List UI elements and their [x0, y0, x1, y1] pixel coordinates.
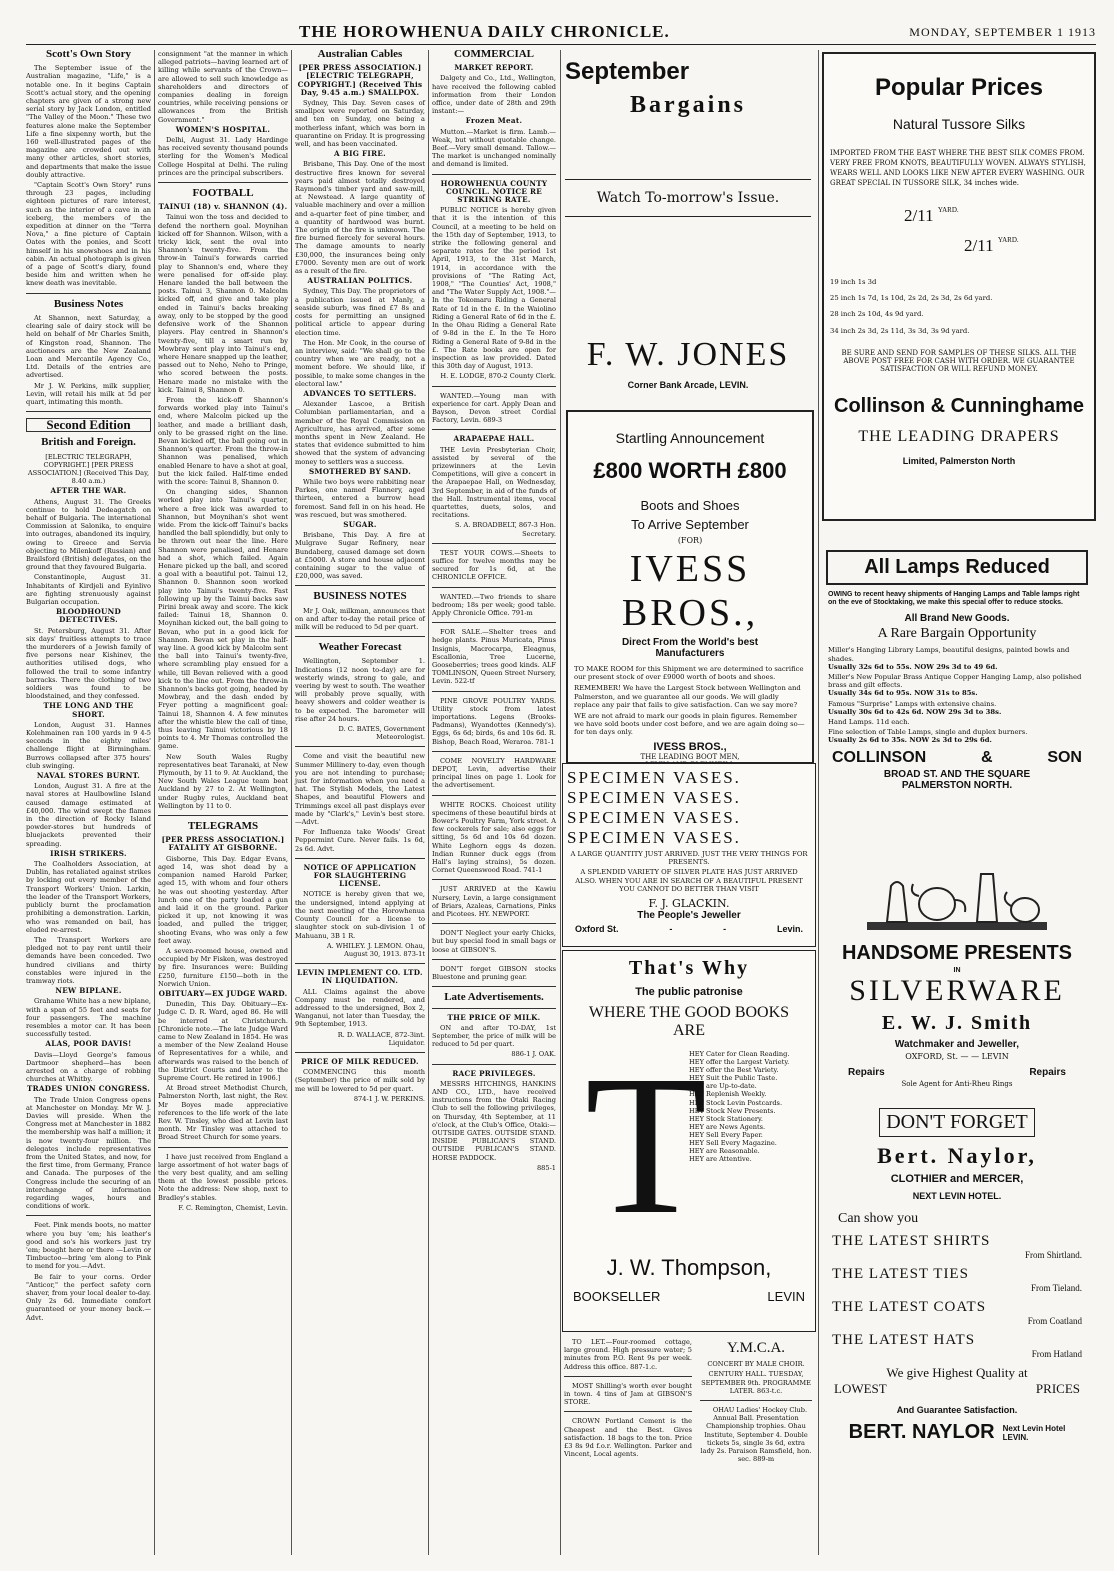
column-3: [295, 50, 425, 1560]
ad-price-row: 19 inch 1s 3d: [830, 278, 877, 286]
article-paragraph: Tainui won the toss and decided to defend the northern goal. Moynihan kicked off for Shannon. Wilson, with a tricky kick, sent the oval into Shannon's twenty-five. From the throw-in Tainui's forwards carried play to Shannon's end, where they were penalised for off-side play. Henare landed the ball between the posts. Tainui 3, Shannon 0. Malcolm kicked off, and give and take play ended in Tainui's backs breaking away, only to be stopped by the good defensive work of the Shannon players. Play centred in Shannon's twenty-five, till a smart run by Mowbray sent play into Tainui's end, where Henare snapped up the leather, passed out to Neho, Neho to Pringe, who scored between the posts. Henare made no mistake with the kick. Tainui 8, Shannon 0.: [158, 213, 288, 394]
small-notices-right: [700, 1338, 812, 1548]
classified-ad: CROWN Portland Cement is the Cheapest and the Best. Gives satisfaction. 18 bags to the ton. Price £3 8s 9d f.o.r. Wellington. Parker and Vincent, Local agents.: [564, 1417, 692, 1459]
classified-ad: WANTED.—Young man with experience for cart. Apply Dean and Bayson, Devon street Cordial Factory, Levin. 689-3: [432, 391, 556, 425]
article-paragraph: The September issue of the Australian magazine, "Life," is a notable one. In it begins Captain Scott's actual story, and the opening chapters are given of a strong new serial story by Jack London, entitled "The Valley of the Moon." These two features alone make the September Life a fine sixpenny worth, but the 160 well-illustrated pages of the magazine are crowded out with many other articles, short stories, and departments that make the issue doubly attractive.: [26, 64, 151, 179]
headline-business-notes: BUSINESS NOTES: [313, 590, 407, 603]
article-paragraph: Alexander Lascoe, a British Columbian parliamentarian, and a member of the Royal Commission on Agriculture, has arrived, after some months spent in New Zealand. He states that evidence submitted to him showed that the system of advancing money to settlers was a success.: [295, 400, 425, 466]
ad-repairs-line: Repairs Repairs: [848, 1067, 1066, 1078]
subhead: LEVIN IMPLEMENT CO. LTD. IN LIQUIDATION.: [297, 968, 423, 986]
headline-scotts-story: Scott's Own Story: [46, 48, 131, 60]
ad-item: Hand Lamps. 11d each.: [828, 718, 910, 727]
article-paragraph: On changing sides, Shannon worked play into Tainui's quarter, where a free kick was awarded to Shannon, but Moynihan's shot went wide. From the kick-off Tainui's backs handled the ball splendidly, but only to be thrown out near the line. Here Shannon were penalised, and Henare had a shot, which failed. Again Henare picked up the ball, and scored a goal with a beautiful pot. Tainui 12, Shannon 0. Shannon soon worked play into Tainui's twenty-five. Fast following up by the Tainui backs saw Pirini break away and score. The kick failed: Tainui 18, Shannon 0. Moynihan kicked out, the ball going to Bevan, who put in a good kick for Shannon. Bevan set play in the half-way line. A good kick by Malcolm sent the ball into Tainui's twenty-five, where scrambling play ensued for a while, till Bevan relieved with a good kick to the line out. From the throw-in Shannon's backs got going, headed by Mowbray, and the dash ended by Fryer potting a magnificent goal: Tainui 18, Shannon 4. A few minutes after the whistle blew the call of time, thus leaving Tainui victorious by 18 points to 4. Mr Thomas controlled the game.: [158, 488, 288, 751]
ad-item-price: Usually 2s 6d to 35s. NOW 2s 3d to 29s 6d.: [828, 736, 992, 745]
article-paragraph: St. Petersburg, August 31. After six days' fruitless attempts to trace the murderers of a Jewish family of five persons near Kishinev, the authorities utilised dogs, who followed the trail to some infantry barracks. There the clothing of two soldiers was found to be bloodstained, and they confessed.: [26, 626, 151, 701]
ad-list-item: HEY Stock Levin Postcards.: [689, 1098, 783, 1107]
classified-ad: PINE GROVE POULTRY YARDS. Utility stock from latest importations. Legens (Brooks-Padmans), Wyandottes (Kennedy's). Eggs, 6s 6d; birds, 6s and 10s 6d. R. Bishop, Beach Road, Weraroa. 781-1: [432, 696, 556, 746]
ad-item-price: Usually 32s 6d to 55s. NOW 29s 3d to 49 6d.: [828, 662, 998, 671]
subhead: NEW BIPLANE.: [55, 986, 122, 996]
ad-line: The People's Jeweller: [637, 910, 741, 922]
subhead: ADVANCES TO SETTLERS.: [303, 388, 417, 398]
subhead: Frozen Meat.: [465, 116, 523, 126]
article-paragraph: Sydney, This Day. The proprietors of a publication issued at Manly, a seaside suburb, was fined £7 8s and costs for permitting an unsigned political article to appear during election time.: [295, 287, 425, 337]
subhead: AUSTRALIAN POLITICS.: [307, 276, 413, 286]
ad-brand: IVESS BROS.,: [621, 548, 759, 634]
ad-paragraph: BE SURE AND SEND FOR SAMPLES OF THESE SILKS. ALL THE ABOVE POST FREE FOR CASH WITH ORDER. WE GUARANTEE SATISFACTION OR WILL REFUND MONEY.: [841, 348, 1077, 374]
ad-line: THE LEADING DRAPERS: [858, 428, 1060, 446]
article-paragraph: London, August 31. Hannes Kolehmainen ran 100 yards in 9 4-5 seconds in the eighty miles' challenge flight at Birmingham. Burrows collapsed after 375 hours' club swinging.: [26, 720, 151, 770]
ad-list-item: HEY Replenish Weekly.: [689, 1090, 767, 1099]
ad-list-item: HEY Sell Every Paper.: [689, 1130, 763, 1139]
article-paragraph: The Hon. Mr Cook, in the course of an interview, said: "We shall go to the country when we are ready, not a moment before. We should like, if possible, to make some changes in the electoral law.": [295, 338, 425, 388]
signature: R. D. WALLACE, 872-3int. Liquidator.: [337, 1030, 425, 1047]
column-rule: [560, 50, 561, 1555]
article-paragraph: Gisborne, This Day. Edgar Evans, aged 14, was shot dead by a companion named Harold Parker, aged 15, with whom and four others he was out shooting yesterday. After lunch one of the party loaded a gun and laid it on the ground. Parker picked it up, not knowing it was loaded, and pulled the trigger, shooting Evans, who was only a few feet away.: [158, 854, 288, 945]
column-rule: [428, 50, 429, 1555]
ymca-title: Y.M.C.A.: [726, 1340, 786, 1356]
silverware-illustration: [857, 856, 1057, 936]
ad-line: SPECIMEN VASES.: [567, 788, 741, 807]
newspaper-title: THE HOROWHENUA DAILY CHRONICLE.: [299, 22, 670, 41]
subhead: THE PRICE OF MILK.: [447, 1012, 541, 1022]
ad-list-item: THE LATEST HATS: [832, 1332, 976, 1348]
subhead: RACE PRIVILEGES.: [452, 1068, 536, 1078]
classified-ad: MOST Shilling's worth ever bought in town. 4 tins of Jam at GIBSON'S STORE.: [564, 1381, 692, 1407]
ad-line: To Arrive September: [631, 517, 749, 532]
article-paragraph: Dunedin, This Day. Obituary—Ex-Judge C. D. R. Ward, aged 86. He will be interred at Christchurch. [Chronicle note.—The late Judge Ward came to New Zealand in 1854. He was a member of the New Zealand House of Representatives for a while, and afterwards was raised to the bench of the District Courts and later to the Supreme Court. He retired in 1906.]: [158, 1000, 288, 1082]
ad-line: LOWEST PRICES: [834, 1381, 1080, 1396]
headline-weather-forecast: Weather Forecast: [318, 641, 402, 654]
advertisement-notice: PUBLIC NOTICE is hereby given that it is the intention of this Council, at a meeting to be held on the 15th day of September, 1913, to strike the following general and separate rates for the period 1st April, 1913, to the 31st March, 1914, in accordance with the provisions of "The Rating Act, 1908," "The Counties' Act, 1908," and "The Water Supply Act, 1908."— In the Tokomaru Riding a General Rate of 1d in the £. In the Waiolino Riding a General Rate of 6d in the £. In the Ohau Riding a General Rate of 9-8d in the £. In the Te Horo Riding a General Rate of 9-8d in the £. The Rate books are open for inspection as law provided. Dated this 30th day of August, 1913.: [432, 206, 556, 371]
ad-brand: E. W. J. Smith: [881, 1012, 1033, 1034]
ad-address: Oxford St. - - Levin.: [575, 924, 803, 935]
classified-ad: JUST ARRIVED at the Kawiu Nursery, Levin, a large consignment of Briars, Azaleas, Carnations, Pinks and Picotees. HY. NEWPORT.: [432, 885, 556, 919]
ad-list-item: HEY are Reasonable.: [689, 1147, 760, 1156]
article-paragraph: A seven-roomed house, owned and occupied by Mr Fisken, was destroyed by fire. Insurances were: Building £250, furniture £150—both in the Norwich Union.: [158, 946, 288, 988]
article-paragraph: The Trade Union Congress opens at Manchester on Monday. Mr W. J. Davies will preside. When the Congress met at Manchester in 1882 the membership was half a million; it is now twenty-four million. The delegates include representatives from the United States, and now, for the first time, from Germany, France and Canada. The purposes of the Congress include the securing of an interchange of information regarding wages, hours and conditions of work.: [26, 1095, 151, 1211]
ad-paragraph: OWING to recent heavy shipments of Hanging Lamps and Table lamps right on the eve of Stocktaking, we make this special offer to reduce stocks.: [828, 591, 1080, 607]
ad-headline: SILVERWARE: [849, 974, 1065, 1007]
article-paragraph: Sydney, This Day. Seven cases of smallpox were reported on Saturday, and ten on Sunday, one being a motherless infant, which was born in quarantine on Friday. It is progressing well, and has been vaccinated.: [295, 99, 425, 149]
ad-paragraph: REMEMBER! We have the Largest Stock between Wellington and Palmerston, and we guarantee all our goods. We will gladly replace any pair that fails to give satisfaction. Can we say more?: [574, 684, 801, 709]
subhead: AFTER THE WAR.: [50, 486, 127, 496]
article-paragraph: Constantinople, August 31. Inhabitants of Kirdjeli and Eyinlivo are fighting strenuously against Bulgarian occupation.: [26, 573, 151, 606]
advertisement-notice: Be fair to your corns. Order "Anticor," the perfect safety corn shaver, from your local dealer to-day. Only 2s 6d. Immediate comfort guaranteed or your money back.—Advt.: [26, 1272, 151, 1322]
ad-list-item: HEY Suit the Public Taste.: [689, 1074, 778, 1083]
ad-paragraph: A LARGE QUANTITY JUST ARRIVED. JUST THE VERY THINGS FOR PRESENTS.: [570, 850, 808, 867]
classified-ad: MESSRS HITCHINGS, HANKINS AND CO., LTD., have received instructions from the Otaki Racing Club to sell the following privileges, on Thursday, 4th September, at 11 o'clock, at the Club's Office, Otaki:— OUTSIDE GATES. OUTSIDE STAND. INSIDE PUBLICAN'S STAND. OUTSIDE PUBLICAN'S STAND. HORSE PADDOCK.: [432, 1079, 556, 1162]
ad-title: All Lamps Reduced: [826, 550, 1088, 585]
ad-line: NEXT LEVIN HOTEL.: [912, 1191, 1002, 1201]
headline-football: FOOTBALL: [192, 187, 254, 200]
ad-headline: £800 WORTH £800: [593, 458, 787, 483]
article-paragraph: Davis—Lloyd George's famous Dartmoor shepherd—has been arrested on a charge of robbing churches at Whitby.: [26, 1050, 151, 1084]
article-paragraph: Dalgety and Co., Ltd., Wellington, have received the following cabled information from their London office, under date of 28th and 29th instant:—: [432, 74, 556, 116]
classified-ad: WANTED.—Two friends to share bedroom; 18s per week; good table. Apply Chronicle Office. 791-m: [432, 592, 556, 617]
article-paragraph: "Captain Scott's Own Story" runs through 23 pages, including eighteen pictures of rare interest, such as the interior of a cave in an iceberg, the members of the expedition at dinner on the "Terra Nova," a fine picture of Captain Oates with the ponies, and Scott himself in his snowshoes and in his cabin. An actual photograph is given of a page of Scott's diary, found beside him and written when he knew death was inevitable.: [26, 181, 151, 288]
ad-brand: Collinson & Cunninghame: [834, 395, 1084, 418]
classified-ad: CONCERT BY MALE CHOIR.: [707, 1360, 805, 1369]
ad-item: Miller's New Popular Brass Antique Copper Hanging Lamp, also polished brass and gilt effects.: [828, 673, 1082, 690]
subhead: THE LONG AND THE SHORT.: [43, 701, 134, 719]
ad-line: ARE: [673, 1022, 705, 1039]
article-paragraph: New South Wales Rugby representatives beat Taranaki, at New Plymouth, by 11 to 9. At Auckland, the New South Wales League team beat Auckland by 27 to 2. At Wellington, under Rugby rules, Auckland beat Wellington by 11 to 0.: [158, 752, 288, 810]
article-paragraph: Grahame White has a new biplane, with a span of 55 feet and seats for four passengers. The machine resembles a motor car. It has been successfully tested.: [26, 997, 151, 1039]
ad-paragraph: WE are not afraid to mark our goods in plain figures. Remember we have sold boots under cost before, and we are again doing so—for ten days only.: [574, 712, 805, 737]
article-paragraph: Athens, August 31. The Greeks continue to hold Dedeagatch on behalf of Bulgaria. The international Commission at Salonika, to enquire into outrages, abandoned its inquiry, owing to Greece and Servia objecting to Milenkoff (Russian) and Brailsford (British) delegates, on the ground that they favoured Bulgaria.: [26, 497, 151, 572]
ad-item: Fine selection of Table Lamps, single and duplex burners.: [828, 728, 1028, 737]
ad-address: Corner Bank Arcade, LEVIN.: [627, 380, 749, 390]
ad-list-item: HEY are Attentive.: [689, 1155, 752, 1164]
subhead: TAINUI (18) v. SHANNON (4).: [158, 202, 288, 212]
article-paragraph: Delhi, August 31. Lady Hardinge has received seventy thousand pounds sterling for the Women's Medical College Hospital at Delhi. The ruling princes are the principal subscribers.: [158, 136, 288, 177]
ad-list-item-origin: From Tieland.: [1030, 1283, 1082, 1293]
ad-brand: COLLINSON & SON: [832, 748, 1082, 766]
subhead: A BIG FIRE.: [334, 149, 386, 159]
ad-item: Famous "Surprise" Lamps with extensive chains.: [828, 699, 997, 708]
ad-list-block: [563, 1035, 815, 1256]
signature: D. C. BATES, Government Meteorologist.: [338, 725, 425, 742]
article-paragraph: Mutton.—Market is firm. Lamb.—Weak, but without quotable change. Beef.—Very small demand. Tallow.—The market is unchanged nominally and demand is limited.: [432, 127, 556, 169]
advertisement-notice: I have just received from England a large assortment of hot water bags of the very best quality, and am selling them at the lowest possible prices. Note the address: New shop, next to Bradley's stables.: [158, 1152, 288, 1202]
ad-line: IN: [953, 967, 961, 974]
headline-australian-cables: Australian Cables: [317, 48, 403, 60]
subhead: MARKET REPORT.: [454, 63, 534, 73]
advertisement-notice: NOTICE is hereby given that we, the undersigned, intend applying at the next meeting of the Horowhenua County Council for a license to slaughter stock on sub-division 1 of Mahuanu, 3B 1 R.: [295, 890, 425, 940]
ad-list-item: THE LATEST SHIRTS: [832, 1233, 991, 1249]
ad-price: 2/11 $^{YARD.}$: [964, 236, 1019, 255]
ad-paragraph: IMPORTED FROM THE EAST WHERE THE BEST SILK COMES FROM. VERY FREE FROM KNOTS, BEAUTIFULLY WOVEN. ALWAYS STYLISH, WEARS WELL AND LOOKS LIKE NEW AFTER EVERY WASHING. OUR GREAT SPECIAL IN TUSSORE SILK, 34 inches wide.: [830, 149, 1086, 187]
ad-price-row: 28 inch 2s 10d, 4s 9d yard.: [830, 310, 924, 319]
column-rule: [154, 50, 155, 1555]
ad-paragraph: A SPLENDID VARIETY OF SILVER PLATE HAS JUST ARRIVED ALSO. WHEN YOU ARE IN SEARCH OF A BEAUTIFUL PRESENT YOU CANNOT DO BETTER THAN VISIT: [575, 868, 803, 893]
ad-title: Startling Announcement: [615, 430, 765, 446]
ad-item-price: Usually 34s 6d to 95s. NOW 31s to 85s.: [828, 689, 978, 698]
classified-ad: ON and after TO-DAY, 1st September, the price of milk will be reduced to 5d per quart.: [432, 1023, 556, 1049]
advertisement-notice: ALL Claims against the above Company must be rendered, and addressed to the undersigned, Box 2, Wanganui, not later than Tuesday, the 9th September, 1913.: [295, 987, 425, 1029]
ad-brand-small: IVESS BROS.,: [653, 740, 727, 753]
signature: F. C. Remington, Chemist, Levin.: [178, 1203, 288, 1212]
subhead: HOROWHENUA COUNTY COUNCIL. NOTICE RE STRIKING RATE.: [440, 178, 548, 205]
ad-list-item-origin: From Shirtland.: [1024, 1250, 1082, 1260]
ad-list-item: HEY offer the Best Variety.: [689, 1066, 779, 1075]
signature: 874-1 J. W. PERKINS.: [353, 1094, 425, 1103]
glackin-jeweller-ad: [562, 763, 816, 947]
september-bargains-ad: [565, 52, 811, 242]
big-letter: T: [585, 1035, 708, 1256]
issue-date: MONDAY, SEPTEMBER 1 1913: [909, 25, 1096, 39]
subhead: SMOTHERED BY SAND.: [308, 466, 411, 476]
classified-ad: DON'T Neglect your early Chicks, but buy special food in small bags or loose at GIBSON'S.: [432, 929, 556, 954]
ad-trade-line: BOOKSELLER LEVIN: [573, 1289, 805, 1304]
column-rule: [818, 50, 819, 1555]
advertisement-notice: Feet. Pink mends boots, no matter where you buy 'em; his leather's good and so's his workers just try 'em; bought here or there —Levin or Timbuctoo—bring 'em along to Pink to mend for you.—Advt.: [26, 1221, 151, 1271]
article-paragraph: At Shannon, next Saturday, a clearing sale of dairy stock will be held on behalf of Mr Charles Smith, of Kingston road, Shannon. The auctioneers are the New Zealand Loan and Mercantile Agency Co., Ltd. Details of the entries are advertised.: [26, 313, 151, 380]
ad-paragraph: TO MAKE ROOM for this Shipment we are determined to sacrifice our present stock of over £9000 worth of boots and shoes.: [574, 665, 804, 682]
subhead: NAVAL STORES BURNT.: [36, 771, 141, 781]
article-paragraph: While two boys were rabbiting near Parkes, one named Flannery, aged thirteen, entered a burrow head foremost. Sand fell in on his head. He was rescued, but was smothered.: [295, 477, 425, 519]
ad-title: F. W. JONES: [586, 336, 790, 373]
column-4: [432, 50, 556, 1560]
classified-ad: TEST YOUR COWS.—Sheets to suffice for twelve months may be secured for 1s 6d, at the CHRONICLE OFFICE.: [432, 548, 556, 582]
classified-ad: THE Levin Presbyterian Choir, assisted by several of the prizewinners at the Levin Competitions, will give a concert in the Arapaepae Hall, on Wednesday, 3rd September, in aid of the funds of the Hall. Instrumental items, vocal quartettes, duets, solos, and recitations.: [432, 445, 556, 520]
article-paragraph: At Broad street Methodist Church, Palmerston North, last night, the Rev. Mr Boyes made appreciative references to the life work of the late Rev. W. Tinsley, who died at Levin last month. Mr Tinsley was attached to Broad Street Church for some years.: [158, 1084, 288, 1142]
headline-second-edition: Second Edition: [26, 418, 151, 432]
ad-item: Miller's Hanging Library Lamps, beautiful designs, painted bowls and shades.: [828, 646, 1070, 663]
signature: A. WHILEY. J. LEMON. Ohau, August 30, 1913. 873-1t: [326, 941, 425, 958]
ad-brand: Bert. Naylor,: [877, 1143, 1037, 1168]
ad-line: CLOTHIER and MERCER,: [890, 1173, 1024, 1185]
article-paragraph: From the kick-off Shannon's forwards worked play into Tainui's end, where Malcolm picked up the leather, and made a brilliant dash, only to be grassed right on the line. Bevan kicked off, the ball going out in Shannon's quarter. From the throw-in Shannon was penalised, which enabled Henare to have a shot at goal, but the kick failed. Half-time ended with the score: Tainui 8, Shannon 0.: [158, 395, 288, 486]
ad-subtitle: Bargains: [629, 92, 746, 118]
classified-ad: WHITE ROCKS. Choicest utility specimens of these beautiful birds at Bower's Poultry Farm, York street. A few cockerels for sale; also eggs for sitting, 5s 6d and 10s 6d dozen. White Leghorn eggs 4s dozen. Indian Runner duck eggs (from Hall's laying strains), 5s dozen. Cornet Queenswood Road. 741-1: [432, 800, 556, 875]
classified-ad: OHAU Ladies' Hockey Club. Annual Ball. Presentation Championship trophies. Ohau Institute, September 4. Double tickets 5s, single 3s 6d, extra lady 2s. Paraison Ramsfield, hon. sec. 889-m: [700, 1406, 812, 1464]
advertisement-notice: For Influenza take Woods' Great Peppermint Cure. Never fails. 1s 6d, 2s 6d. Advt.: [295, 828, 425, 853]
lamps-reduced-ad: [822, 550, 1092, 845]
signature: 886-1 J. OAK.: [511, 1050, 556, 1059]
ad-list: [689, 1050, 789, 1163]
headline-commercial: COMMERCIAL: [453, 48, 535, 60]
headline-british-foreign: British and Foreign.: [41, 436, 136, 449]
ad-line: THE LEADING BOOT MEN,: [640, 752, 740, 761]
ad-title: DON'T FORGET: [879, 1108, 1035, 1137]
subhead: ALAS, POOR DAVIS!: [45, 1039, 132, 1049]
ad-list-item: HEY are News Agents.: [689, 1122, 766, 1131]
advertisement-notice: COMMENCING this month (September) the price of milk sold by me will be lowered to 5d per quart.: [295, 1068, 425, 1093]
signature: H. E. LODGE, 870-2 County Clerk.: [440, 372, 556, 381]
ad-tagline: Watch To-morrow's Issue.: [565, 179, 811, 217]
subhead: [PER PRESS ASSOCIATION.] [ELECTRIC TELEGRAPH, COPYRIGHT.] (Received This Day, 9.45 a.m.) SMALLPOX.: [297, 63, 423, 97]
signature: S. A. BROADBELT, 867-3 Hon. Secretary.: [455, 521, 556, 538]
popular-prices-ad: [822, 52, 1096, 521]
subhead: NOTICE OF APPLICATION FOR SLAUGHTERING LICENSE.: [303, 862, 417, 889]
classified-ad: COME NOVELTY HARDWARE DEPOT, Levin, advertise their principal lines on page 1. Look for the advertisement.: [432, 756, 556, 790]
subhead: BLOODHOUND DETECTIVES.: [55, 607, 121, 625]
ad-list-item: THE LATEST TIES: [832, 1266, 969, 1282]
small-notices-left: [564, 1338, 692, 1548]
ad-list-item: THE LATEST COATS: [832, 1299, 987, 1315]
headline-business-notes: Business Notes: [53, 297, 124, 310]
article-paragraph: The Coalholders Association, at Dublin, has retaliated against strikes by locking out every member of the Transport Workers' Union. Larkin, the leader of the Transport Workers, publicly burnt the proclamation prohibiting a demonstration. Larkin, who was remanded on bail, has eluded re-arrest.: [26, 860, 151, 934]
classified-ad: FOR SALE.—Shelter trees and hedge plants. Pinus Muricata, Pinus Insignis, Macrocarpa, Eleagnus, Escallonia, Tree Lucerne, Gooseberries; trees good kinds. ALF TOMLINSON, Queen Street Nursery, Levin. 522-tf: [432, 628, 556, 686]
ad-list-item-origin: From Hatland: [1031, 1349, 1082, 1359]
ad-line: And Guarantee Satisfaction.: [896, 1405, 1018, 1415]
ad-line: A Rare Bargain Opportunity: [877, 626, 1037, 642]
ad-line: (FOR): [677, 536, 703, 545]
ad-line: SPECIMEN VASES.: [567, 808, 741, 827]
ad-list-item: HEY Stock New Presents.: [689, 1106, 776, 1115]
article-paragraph: Wellington, September 1. Indications (12 noon to-day) are for westerly winds, strong to gale, and veering by west to south. The weather will probably prove squally, with heavy showers and colder weather is to be expected. The barometer will rise after 24 hours.: [295, 657, 425, 723]
signature: 885-1: [536, 1163, 556, 1172]
ad-line: WHERE THE GOOD BOOKS: [588, 1004, 790, 1021]
ad-line: SPECIMEN VASES.: [567, 828, 741, 847]
subhead: TRADES UNION CONGRESS.: [26, 1084, 151, 1094]
column-1: [26, 50, 151, 1560]
ad-list-item: HEY are Up-to-date.: [689, 1082, 757, 1091]
ad-subtitle: Natural Tussore Silks: [892, 116, 1026, 132]
ad-address: OXFORD, St. — — LEVIN: [905, 1052, 1009, 1061]
smith-silverware-ad: [822, 850, 1092, 1095]
article-paragraph: The Transport Workers are pledged not to pay rent until their demands have been conceded. Two hundred civilians and thirty constables were injured in the tramway riots.: [26, 935, 151, 985]
ad-list-item-origin: From Coatland: [1027, 1316, 1082, 1326]
ad-line: Direct From the World's best Manufacturers: [621, 637, 759, 659]
masthead: [26, 22, 1096, 45]
ad-list-item: HEY Cater for Clean Reading.: [689, 1050, 790, 1058]
fw-jones-ad: [565, 300, 811, 410]
ad-price: 2/11 $^{YARD.}$: [904, 206, 959, 225]
column-rule: [291, 50, 292, 1555]
ad-line: Sole Agent for Anti-Rheu Rings: [901, 1080, 1013, 1088]
subhead: ARAPAEPAE HALL.: [453, 434, 535, 444]
ad-list: [822, 1233, 1092, 1359]
ad-list-item: HEY offer the Largest Variety.: [689, 1058, 790, 1067]
article-paragraph: London, August 31. A fire at the naval stores at Haulbowline Island caused damage estimated at £40,000. The wind swept the flames in the direction of Rocky Island powder-stores but hundreds of bluejackets prevented their spreading.: [26, 782, 151, 848]
ad-price-row: 25 inch 1s 7d, 1s 10d, 2s 2d, 2s 3d, 2s 6d yard.: [830, 294, 993, 303]
article-paragraph: Brisbane, This Day. A fire at Mulgrave Sugar Refinery, near Bundaberg, caused damage set down at £5000. A store and house adjacent containing sugar to the value of £20,000, was saved.: [295, 531, 425, 581]
subhead: [PER PRESS ASSOCIATION.] FATALITY AT GISBORNE.: [161, 835, 285, 853]
ad-address: BROAD ST. AND THE SQUARE PALMERSTON NORTH.: [883, 768, 1031, 791]
ad-line: Limited, Palmerston North: [902, 456, 1016, 467]
advertisement-notice: Come and visit the beautiful new Summer Millinery to-day, even though you are not intending to purchase; just for information when you need a hat. The Stylish Models, the Latest Shapes, and beautiful Flowers and Trimmings excel all past displays ever made by "Clark's," Levin's best store.—Advt.: [295, 752, 425, 827]
subhead: PRICE OF MILK REDUCED.: [301, 1056, 419, 1066]
ad-title: September: [565, 58, 690, 85]
ad-brand: F. J. GLACKIN.: [648, 897, 730, 911]
classified-ad: CENTURY HALL. TUESDAY, SEPTEMBER 9th. PROGRAMME LATER. 863-t.c.: [701, 1370, 811, 1395]
classified-ad: DON'T forget GIBSON stocks Bluestone and pruning gear.: [432, 964, 556, 982]
ad-line: Watchmaker and Jeweller,: [894, 1039, 1020, 1050]
subhead: SUGAR.: [343, 519, 377, 529]
article-paragraph: Brisbane, This Day. One of the most destructive fires known for several years paid almost totally destroyed Raymond's timber yard and saw-mill, at Newstead. A large quantity of valuable machinery and over a million and a-quarter feet of pine timber, and a quantity of hardwood was burnt. The origin of the fire is unknown. The fire burned fiercely for several hours. The damage amounts to nearly £30,000, the insurances being only £7000. Seventy men are out of work as a result of the fire.: [295, 160, 425, 276]
ad-title: That's Why: [628, 957, 750, 979]
article-paragraph: Mr J. W. Perkins, milk supplier, Levin, will retail his milk at 5d per quart, intimating this month.: [26, 381, 151, 406]
subhead: IRISH STRIKERS.: [50, 848, 127, 858]
ad-brand: J. W. Thompson,: [606, 1255, 772, 1280]
dateline: [ELECTRIC TELEGRAPH, COPYRIGHT.] [PER PRESS ASSOCIATION.] (Received This Day, 8.40 a.m.): [27, 452, 150, 486]
bert-naylor-ad: [822, 1100, 1092, 1558]
ad-item-price: Usually 30s 6d to 42s 6d. NOW 29s 3d to 38s.: [828, 707, 1002, 716]
ad-title: HANDSOME PRESENTS: [841, 942, 1073, 964]
ad-line: We give Highest Quality at: [886, 1365, 1028, 1380]
headline-late-advertisements: Late Advertisements.: [444, 991, 544, 1004]
classified-ad: TO LET.—Four-roomed cottage, large ground. High pressure water; 5 minutes from P.O. Rent 9s per week. Address this office. 887-1.c.: [564, 1338, 692, 1371]
ad-line: Boots and Shoes: [640, 498, 740, 513]
thompson-bookseller-ad: [562, 950, 816, 1332]
subhead: OBITUARY—EX JUDGE WARD.: [158, 988, 288, 998]
article-paragraph: Mr J. Oak, milkman, announces that on and after to-day the retail price of milk will be reduced to 5d per quart.: [295, 606, 425, 631]
ad-footer: BERT. NAYLOR Next Levin Hotel LEVIN.: [848, 1421, 1066, 1443]
headline-telegrams: TELEGRAMS: [187, 820, 259, 833]
ad-line: The public patronise: [635, 986, 743, 998]
column-2: [158, 50, 288, 1560]
ad-list-item: HEY Stock Stationery.: [689, 1114, 764, 1123]
ad-price-row: 34 inch 2s 3d, 2s 11d, 3s 3d, 3s 9d yard.: [830, 326, 970, 335]
ad-line: Can show you: [838, 1211, 919, 1226]
ivess-bros-ad: [566, 410, 814, 764]
ad-line: All Brand New Goods.: [904, 613, 1010, 625]
ad-title: Popular Prices: [874, 74, 1044, 101]
ad-list-item: HEY Sell Every Magazine.: [689, 1139, 777, 1148]
subhead: WOMEN'S HOSPITAL.: [175, 124, 271, 134]
ad-line: SPECIMEN VASES.: [567, 768, 741, 787]
article-paragraph: consignment "at the manner in which alleged patriots—having learned art of killing while servants of the Crown—are allowed to sell such knowledge as shareholders and directors of companies dealing in foreign countries, while receiving pensions or allowances from the British Government.": [158, 50, 288, 124]
